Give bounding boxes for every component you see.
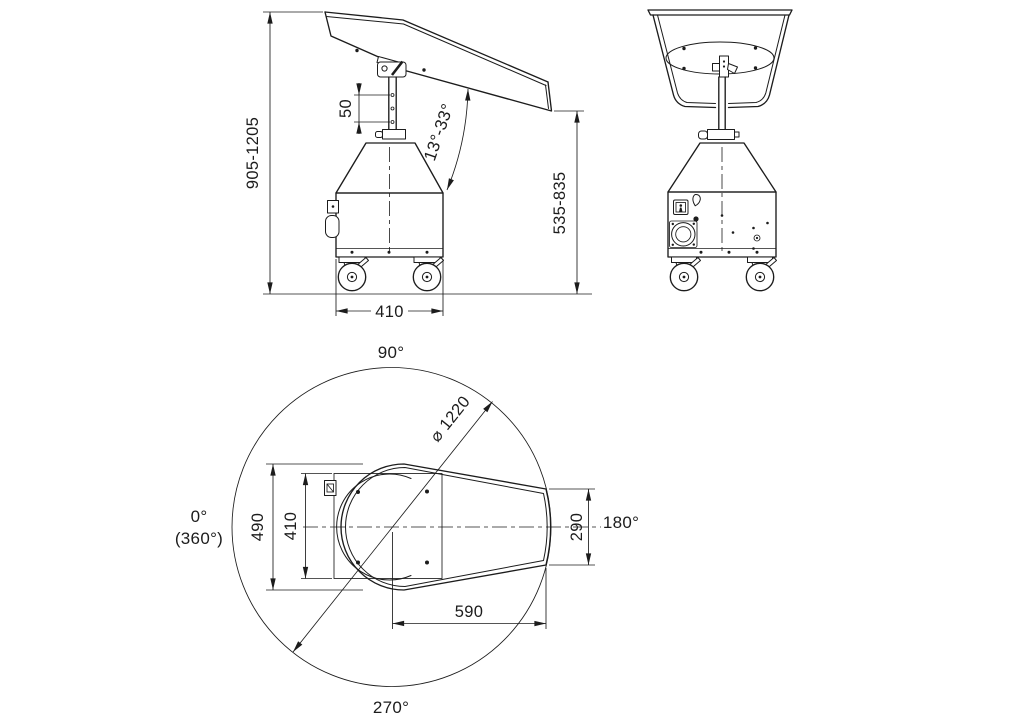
- side-view: [244, 12, 592, 321]
- dim-rim-height: [551, 111, 584, 294]
- top-view: [175, 343, 639, 717]
- caster-left-rear: [670, 257, 700, 291]
- rear-view: [648, 10, 792, 291]
- column-clamp: [383, 130, 406, 140]
- basin-rear: [648, 10, 792, 108]
- power-switch: [674, 200, 689, 215]
- adjust-hole: [391, 121, 394, 124]
- dim-tilt-angle-label: 13°-33°: [420, 101, 458, 164]
- column-clamp: [708, 130, 735, 140]
- dim-rim-height-label: 535-835: [551, 171, 569, 235]
- dim-tail-length-label: 590: [454, 603, 484, 621]
- caster-front-side: [338, 257, 368, 291]
- drain-dot: [422, 68, 425, 71]
- power-connector: [670, 221, 698, 248]
- caster-right-rear: [746, 257, 776, 291]
- angle-90-label: 90°: [377, 343, 405, 362]
- caster-rear-side: [413, 257, 443, 291]
- hanger-hook: [693, 195, 700, 206]
- base-box-side: [326, 193, 444, 257]
- dim-tail-length: [393, 532, 547, 629]
- dim-tail-width-label: 290: [568, 512, 586, 542]
- angle-0-label: 0°: [190, 507, 208, 526]
- adjust-hole: [391, 107, 394, 110]
- dim-hole-pitch: [337, 83, 390, 134]
- tilt-pivot-bracket: [377, 57, 406, 78]
- dim-overall-height-label: 905-1205: [244, 116, 262, 190]
- angle-180-label: 180°: [602, 513, 640, 532]
- dim-base-depth-label: 410: [375, 303, 404, 321]
- height-column-side: [376, 77, 406, 139]
- adjust-hole: [391, 94, 394, 97]
- dim-base-width-label: 410: [282, 511, 300, 541]
- cable-hook: [326, 216, 340, 238]
- dim-hole-pitch-label: 50: [337, 99, 355, 118]
- clamp-knob: [376, 132, 383, 138]
- height-column-rear: [699, 77, 740, 140]
- dim-overall-height: [244, 12, 323, 294]
- dim-tilt-angle: [420, 89, 468, 190]
- angle-360-label: (360°): [174, 529, 224, 548]
- clamp-knob: [699, 131, 708, 139]
- dim-swivel-diameter-label: ⌀ 1220: [426, 392, 474, 446]
- angle-270-label: 270°: [372, 698, 410, 717]
- drain-dot: [355, 49, 358, 52]
- dim-outer-width-label: 490: [249, 512, 267, 542]
